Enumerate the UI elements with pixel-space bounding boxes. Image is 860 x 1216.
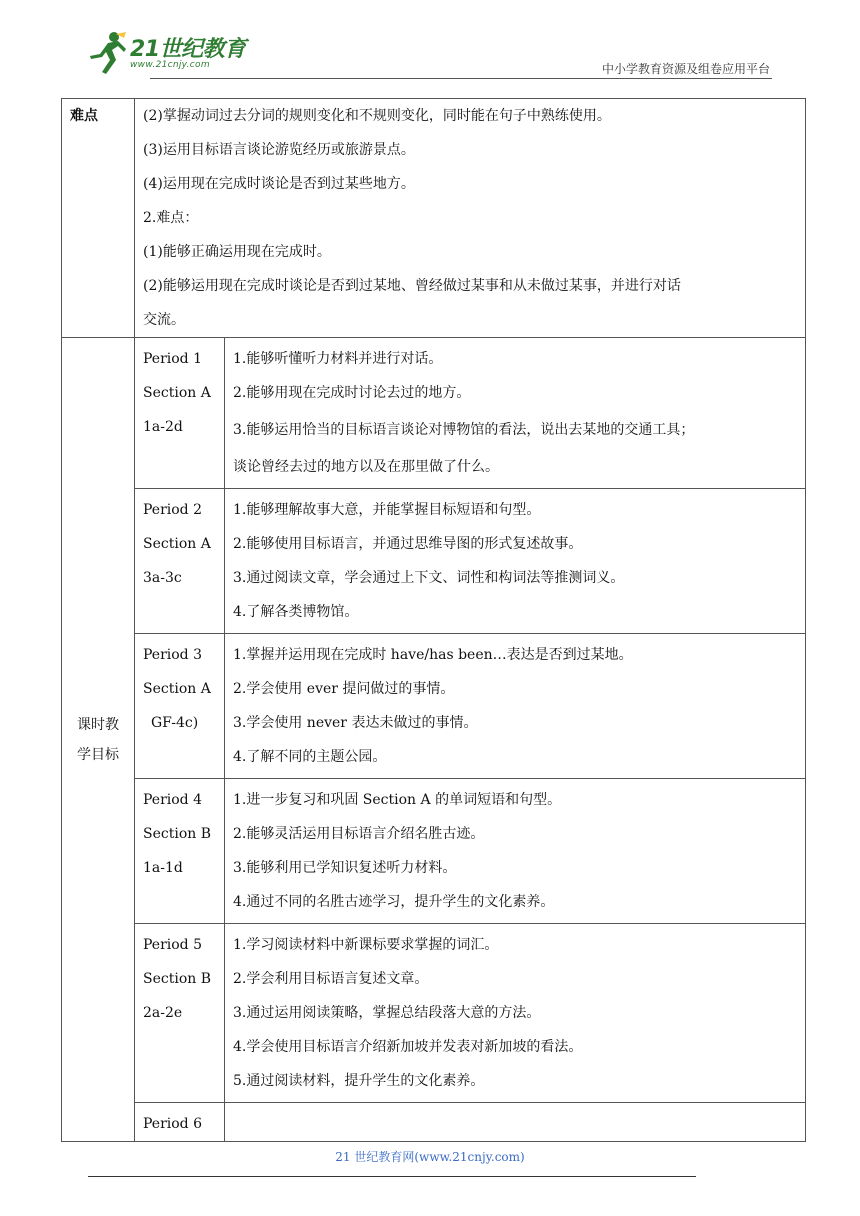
period-name: Period 4: [143, 792, 202, 808]
objective-item: 3.能够利用已学知识复述听力材料。: [233, 860, 457, 876]
objective-item: 3.通过运用阅读策略，掌握总结段落大意的方法。: [233, 1005, 541, 1021]
objective-item: 4.了解各类博物馆。: [233, 604, 359, 620]
period-info: [135, 1103, 225, 1142]
footer-site-link[interactable]: 21 世纪教育网(www.21cnjy.com): [335, 1150, 525, 1164]
objective-item: 1.学习阅读材料中新课标要求掌握的词汇。: [233, 937, 499, 953]
runner-logo-icon: [86, 30, 128, 76]
period-range: 2a-2e: [143, 1005, 183, 1021]
period-objectives: [225, 338, 806, 489]
period-objectives: [225, 924, 806, 1103]
difficulty-label: 难点: [62, 99, 135, 338]
difficulty-row: [62, 99, 806, 338]
objective-item: 4.通过不同的名胜古迹学习，提升学生的文化素养。: [233, 894, 555, 910]
period-name: Period 6: [143, 1116, 202, 1132]
objective-item: 3.能够运用恰当的目标语言谈论对博物馆的看法，说出去某地的交通工具；: [233, 422, 695, 438]
difficulty-line: 2.难点：: [143, 210, 199, 226]
objective-item: 3.通过阅读文章，学会通过上下文、词性和构词法等推测词义。: [233, 570, 625, 586]
period-info: [135, 779, 225, 924]
period-section: Section A: [143, 681, 211, 697]
difficulty-line: 交流。: [143, 312, 185, 328]
header-divider: [150, 78, 772, 79]
period-name: Period 3: [143, 647, 202, 663]
period-row: [62, 1103, 806, 1142]
period-range: 3a-3c: [143, 570, 182, 586]
period-name: Period 2: [143, 502, 202, 518]
period-name: Period 1: [143, 351, 202, 367]
objective-item: 1.进一步复习和巩固 Section A 的单词短语和句型。: [233, 792, 562, 808]
period-row: [62, 634, 806, 779]
period-section: Section B: [143, 971, 212, 987]
period-objectives: [225, 489, 806, 634]
period-info: [135, 634, 225, 779]
period-row: [62, 338, 806, 489]
difficulty-line: (2)能够运用现在完成时谈论是否到过某地、曾经做过某事和从未做过某事，并进行对话: [143, 278, 681, 294]
difficulty-content: [135, 99, 806, 338]
objective-item: 2.学会利用目标语言复述文章。: [233, 971, 429, 987]
objective-item: 1.能够理解故事大意，并能掌握目标短语和句型。: [233, 502, 541, 518]
period-objectives: [225, 779, 806, 924]
objective-item: 3.学会使用 never 表达未做过的事情。: [233, 715, 478, 731]
objective-item: 谈论曾经去过的地方以及在那里做了什么。: [233, 459, 499, 475]
difficulty-line: (3)运用目标语言谈论游览经历或旅游景点。: [143, 142, 415, 158]
period-row: [62, 924, 806, 1103]
objectives-label-line: 课时教: [77, 716, 119, 733]
period-section: Section A: [143, 536, 211, 552]
objective-item: 1.能够听懂听力材料并进行对话。: [233, 351, 443, 367]
period-info: [135, 924, 225, 1103]
period-range: 1a-2d: [143, 419, 183, 435]
logo-text: 21世纪教育: [130, 37, 246, 62]
difficulty-line: (1)能够正确运用现在完成时。: [143, 244, 331, 260]
platform-title: 中小学教育资源及组卷应用平台: [601, 62, 770, 76]
period-info: [135, 489, 225, 634]
period-info: [135, 338, 225, 489]
objectives-label: [62, 338, 135, 1142]
objective-item: 2.学会使用 ever 提问做过的事情。: [233, 681, 455, 697]
logo-url: www.21cnjy.com: [130, 60, 210, 70]
objective-item: 2.能够使用目标语言，并通过思维导图的形式复述故事。: [233, 536, 583, 552]
page-header: [0, 0, 860, 90]
difficulty-line: (2)掌握动词过去分词的规则变化和不规则变化，同时能在句子中熟练使用。: [143, 108, 611, 124]
period-section: Section A: [143, 385, 211, 401]
objective-item: 1.掌握并运用现在完成时 have/has been…表达是否到过某地。: [233, 647, 633, 663]
period-row: [62, 779, 806, 924]
objective-item: 4.学会使用目标语言介绍新加坡并发表对新加坡的看法。: [233, 1039, 583, 1055]
period-range: GF-4c): [151, 715, 199, 731]
objective-item: 2.能够用现在完成时讨论去过的地方。: [233, 385, 471, 401]
objective-item: 2.能够灵活运用目标语言介绍名胜古迹。: [233, 826, 485, 842]
period-objectives: [225, 634, 806, 779]
period-row: [62, 489, 806, 634]
lesson-table: [61, 98, 806, 1142]
period-range: 1a-1d: [143, 860, 183, 876]
objective-item: 5.通过阅读材料，提升学生的文化素养。: [233, 1073, 485, 1089]
objectives-label-line: 学目标: [77, 746, 119, 763]
footer-divider: [88, 1176, 696, 1177]
logo: [86, 30, 256, 80]
difficulty-line: (4)运用现在完成时谈论是否到过某些地方。: [143, 176, 415, 192]
period-objectives: [225, 1103, 806, 1142]
period-section: Section B: [143, 826, 212, 842]
period-name: Period 5: [143, 937, 202, 953]
objective-item: 4.了解不同的主题公园。: [233, 749, 387, 765]
